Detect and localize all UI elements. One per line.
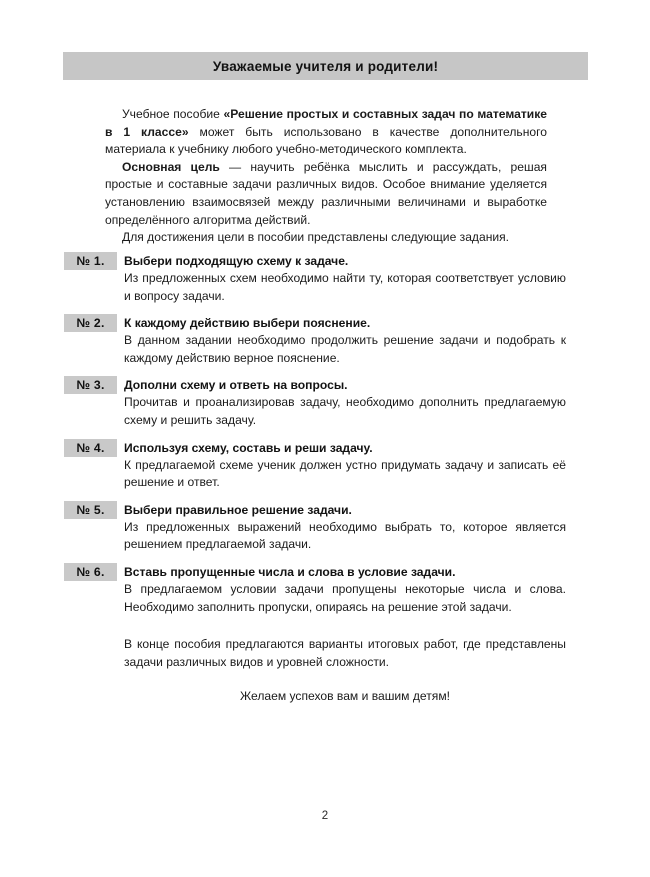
task-item [64, 501, 566, 554]
task-item [64, 563, 566, 616]
task-description: Из предложенных выражений необходимо выбрать то, которое является решением предлагаемой задачи. [124, 519, 566, 552]
task-number-badge: № 1. [64, 252, 117, 270]
intro-p2-tail: — научить ребёнка мыслить и рассуждать, решая простые и составные задачи различных видов. Особое внимание уделяется установлению взаимосвязей между различными величинами и выработке определённого алгоритма действий. [105, 159, 547, 227]
task-item [64, 252, 566, 305]
task-title: Выбери подходящую схему к задаче. [124, 254, 349, 268]
closing-wish: Желаем успехов вам и вашим детям! [239, 689, 450, 704]
closing-section [124, 636, 566, 706]
task-number-badge: № 6. [64, 563, 117, 581]
task-number-badge: № 3. [64, 376, 117, 394]
intro-p1-tail: может быть использовано в качестве дополнительного материала к учебнику любого учебно-методического комплекта. [105, 124, 547, 157]
task-description: Из предложенных схем необходимо найти ту, которая соответствует условию и вопросу задачи. [124, 271, 566, 303]
task-header [64, 501, 566, 519]
task-header [64, 314, 566, 332]
closing-paragraph: В конце пособия предлагаются варианты итоговых работ, где представлены задачи различных видов и уровней сложности. [124, 637, 566, 669]
task-title: Используя схему, составь и реши задачу. [124, 440, 373, 455]
task-item [64, 439, 566, 492]
task-description: К предлагаемой схеме ученик должен устно придумать задачу и записать её решение и ответ. [124, 457, 566, 490]
task-header [64, 439, 566, 457]
task-description: Прочитав и проанализировав задачу, необходимо дополнить предлагаемую схему и решить задачу. [124, 395, 566, 427]
task-number-badge: № 4. [64, 439, 117, 457]
main-goal-label: Основная цель [122, 159, 220, 174]
task-item [64, 376, 566, 429]
task-description: В данном задании необходимо продолжить решение задачи и подобрать к каждому действию верное пояснение. [124, 333, 566, 365]
task-item [64, 314, 566, 367]
task-header [64, 252, 566, 270]
intro-paragraph-2 [105, 159, 547, 229]
task-title: Дополни схему и ответь на вопросы. [124, 378, 348, 393]
task-title: К каждому действию выбери пояснение. [124, 316, 371, 331]
intro-p1-lead: Учебное пособие [122, 107, 224, 121]
intro-paragraph-1 [105, 106, 547, 159]
intro-paragraph-3: Для достижения цели в пособии представлены следующие задания. [122, 230, 510, 245]
task-number-badge: № 2. [64, 314, 117, 332]
task-header [64, 376, 566, 394]
task-title: Вставь пропущенные числа и слова в условие задачи. [124, 564, 456, 579]
task-title: Выбери правильное решение задачи. [124, 502, 352, 517]
book-title: «Решение простых и составных задач по математике в 1 классе» [105, 107, 548, 139]
task-number-badge: № 5. [64, 501, 117, 519]
introduction-section [105, 106, 547, 247]
task-header [64, 563, 566, 581]
task-list [64, 252, 566, 625]
task-description: В предлагаемом условии задачи пропущены некоторые числа и слова. Необходимо заполнить пропуски, опираясь на решение этой задачи. [124, 581, 566, 614]
page-number: 2 [321, 810, 329, 822]
page-title: Уважаемые учителя и родители! [212, 58, 439, 74]
page-header-banner [63, 52, 588, 80]
